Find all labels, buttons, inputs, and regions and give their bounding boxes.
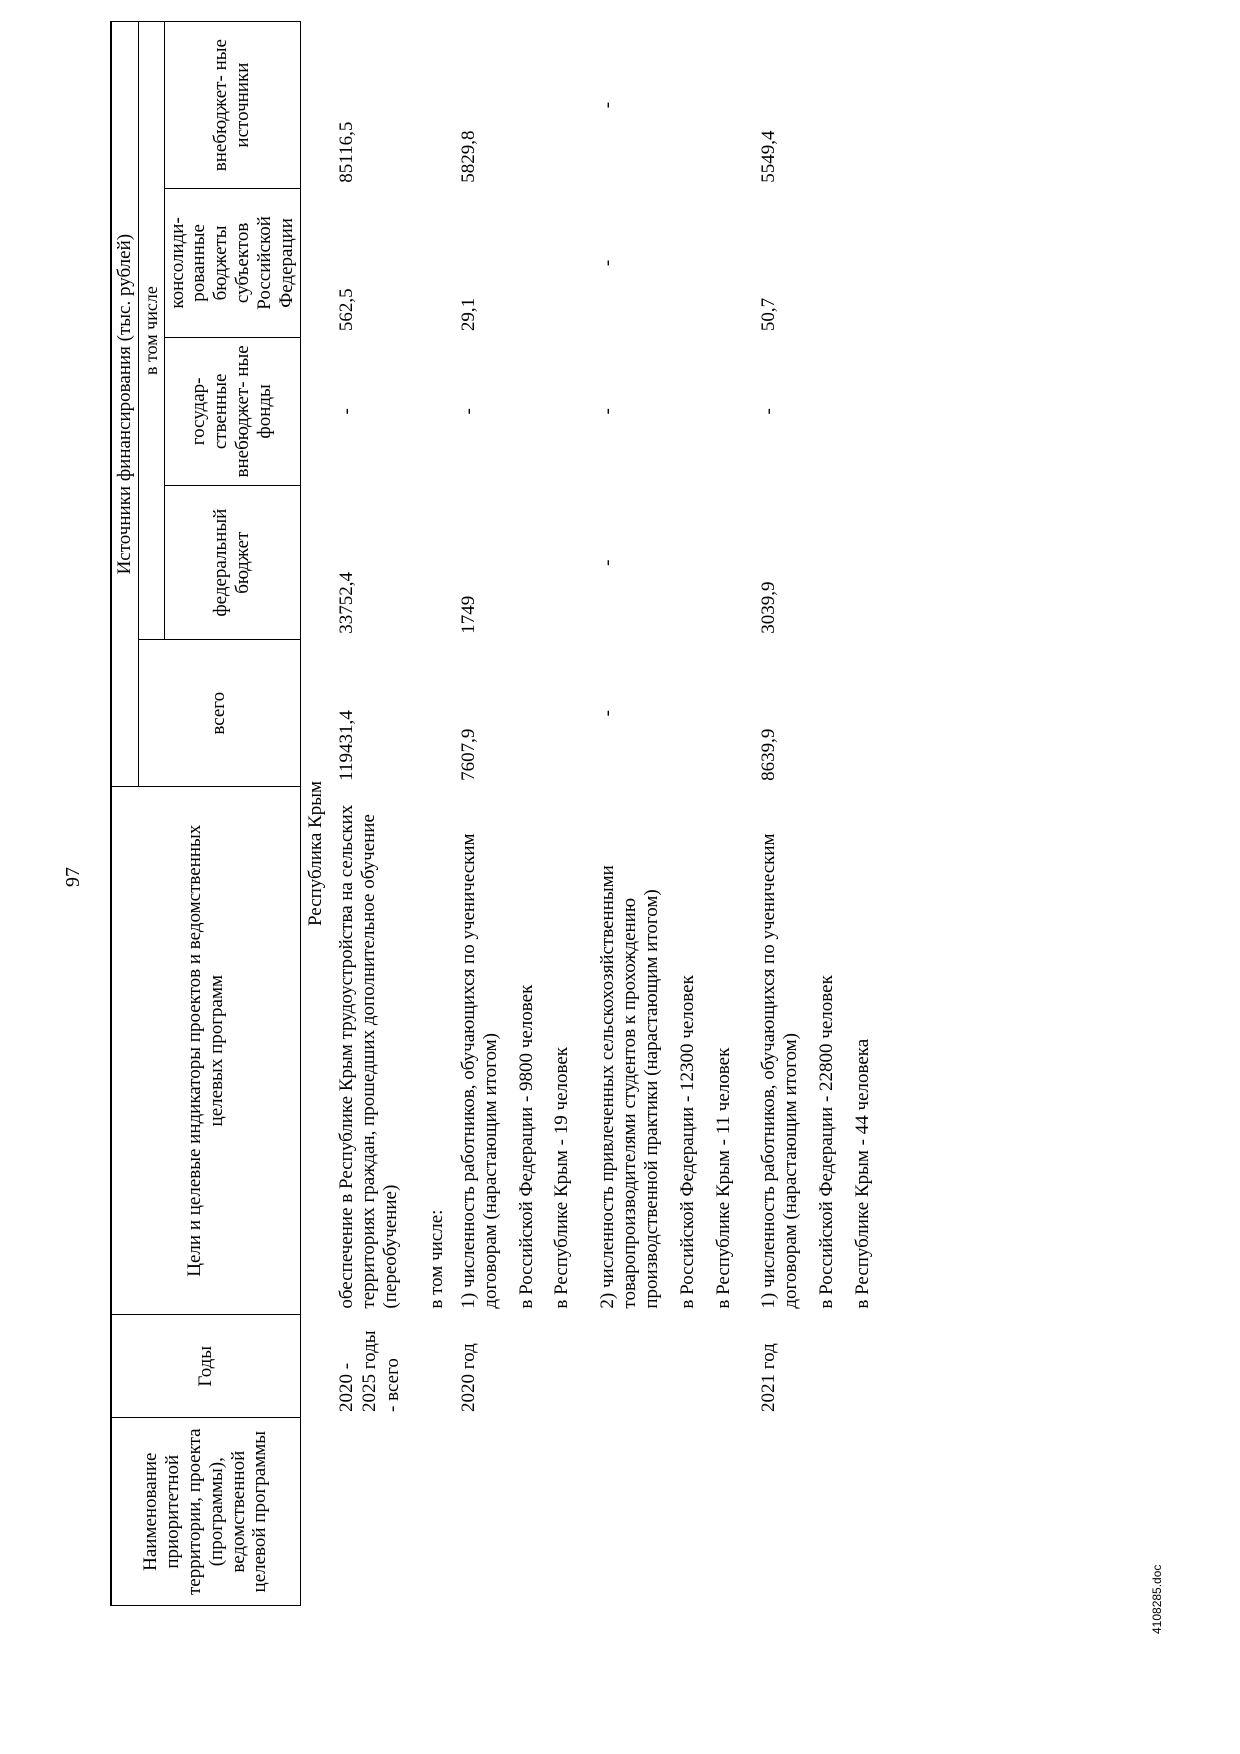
cell-off-budget: 5829,8 (457, 130, 479, 183)
cell-state-funds: - (457, 408, 479, 415)
goal-line: обеспечение в Республике Крым трудоустройства на сельских территориях граждан, прошедших дополнительное обучение (переобучение) (336, 804, 402, 1309)
header-federal: федеральный бюджет (164, 486, 300, 640)
cell-total: 8639,9 (758, 728, 780, 781)
header-years: Годы (111, 1315, 300, 1418)
header-goals: Цели и целевые индикаторы проектов и ведомственных целевых программ (111, 787, 300, 1315)
page-number: 97 (62, 867, 84, 887)
goal-line: в Российской Федерации - 22800 человек (816, 975, 838, 1309)
cell-total: - (597, 710, 619, 717)
header-state-funds: государ- ственные внебюджет- ные фонды (164, 337, 300, 486)
cell-off-budget: - (597, 101, 619, 109)
row-goal (332, 787, 422, 1315)
goal-line: в Республике Крым - 19 человек (551, 1046, 573, 1309)
cell-federal: 1749 (457, 595, 479, 634)
row-years: 2020 год (457, 1343, 479, 1412)
header-off-budget: внебюджет- ные источники (164, 22, 300, 189)
cell-state-funds: - (758, 408, 780, 415)
row-goal (422, 787, 454, 1315)
goal-line: 1) численность работников, обучающихся по ученическим договорам (нарастающим итогом) (758, 833, 802, 1309)
table-row (593, 22, 754, 1606)
cell-consolidated: 50,7 (758, 297, 780, 332)
goal-line: в Российской Федерации - 9800 человек (515, 984, 537, 1309)
cell-state-funds: - (336, 408, 358, 415)
table-row (454, 22, 593, 1606)
cell-federal: 3039,9 (758, 581, 780, 634)
row-years (422, 1315, 454, 1418)
cell-consolidated: 29,1 (457, 297, 479, 332)
cell-federal: 33752,4 (336, 571, 358, 634)
table-row (422, 22, 454, 1606)
region-name: Республика Крым (304, 781, 326, 927)
goal-line: 2) численность привлеченных сельскохозяйственными товаропроизводителями студентов к прохождению производственной практики (нарастающим итогом) (597, 865, 662, 1309)
row-years: 2021 год (758, 1343, 780, 1412)
header-name: Наименование приоритетной территории, проекта (программы), ведомственной целевой программы (111, 1418, 300, 1606)
region-heading (300, 22, 332, 1606)
cell-consolidated: 562,5 (336, 288, 358, 332)
cell-consolidated: - (597, 259, 619, 267)
row-years: 2020 - 2025 годы - всего (336, 1330, 404, 1412)
goal-line: в Республике Крым - 11 человек (712, 1047, 734, 1309)
cell-total: 119431,4 (336, 710, 358, 781)
table-row (332, 22, 422, 1606)
row-goal (454, 787, 593, 1315)
goal-line: в том числе: (425, 1209, 447, 1309)
goal-line: в Российской Федерации - 12300 человек (676, 975, 698, 1309)
funding-table (110, 21, 894, 1606)
row-goal (754, 787, 893, 1315)
cell-federal: - (597, 559, 619, 566)
footer-file-name: 4108285.doc (1150, 1564, 1164, 1634)
cell-off-budget: 85116,5 (336, 121, 358, 183)
header-funding-sources: Источники финансирования (тыс. рублей) (111, 22, 138, 787)
goal-line: в Республике Крым - 44 человека (851, 1038, 873, 1309)
goal-line: 1) численность работников, обучающихся по ученическим договорам (нарастающим итогом) (457, 833, 501, 1309)
header-total: всего (138, 640, 300, 787)
cell-state-funds: - (597, 408, 619, 415)
cell-off-budget: 5549,4 (758, 130, 780, 183)
row-goal (593, 787, 754, 1315)
header-including: в том числе (138, 22, 164, 640)
cell-total: 7607,9 (457, 728, 479, 781)
row-years (593, 1315, 754, 1418)
table-row (754, 22, 893, 1606)
header-consolidated: консолиди- рованные бюджеты субъектов Российской Федерации (164, 189, 300, 337)
